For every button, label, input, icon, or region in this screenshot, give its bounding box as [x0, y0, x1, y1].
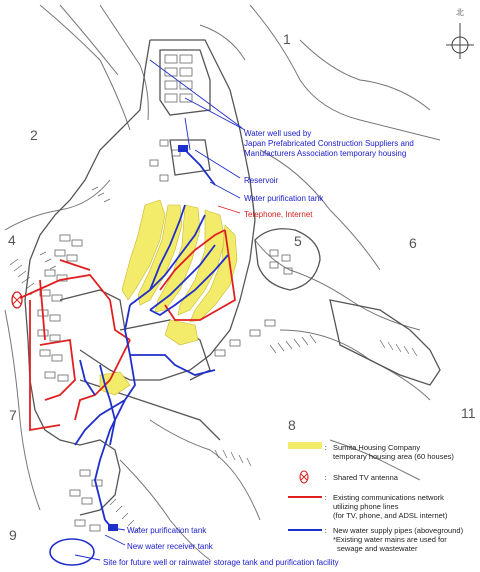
legend-water-line3: sewage and wastewater [337, 544, 418, 553]
callout-water-well-line2: Japan Prefabricated Construction Suppliers and [244, 139, 414, 148]
legend-comm-line1: Existing communications network [333, 493, 444, 502]
grid-label-8: 8 [288, 417, 296, 433]
callout-purification-top: Water purification tank [244, 194, 324, 203]
grid-label-2: 2 [30, 127, 38, 143]
antenna-marker [12, 292, 22, 308]
legend-water-line1: New water supply pipes (aboveground) [333, 526, 464, 535]
legend-comm-line3: (for TV, phone, and ADSL internet) [333, 511, 448, 520]
compass-rose-icon [446, 23, 474, 59]
telephone-leader [218, 206, 240, 213]
callout-water-well-line1: Water well used by [244, 129, 312, 138]
grid-label-11: 11 [461, 405, 476, 421]
legend-antenna-icon [300, 471, 308, 483]
legend-housing-swatch [288, 442, 322, 449]
housing-area [100, 200, 237, 395]
compass-north-label: 北 [456, 8, 464, 17]
legend-colon-3: ： [324, 493, 332, 502]
legend-antenna-text: Shared TV antenna [333, 473, 398, 482]
legend-colon-4: ： [324, 526, 332, 535]
purification-tank-marker [108, 524, 118, 531]
callout-future-site: Site for future well or rainwater storage tank and purification facility [103, 558, 339, 567]
legend [288, 442, 464, 553]
callout-telephone: Telephone, Internet [244, 210, 313, 219]
callout-reservoir: Reservoir [244, 176, 279, 185]
grid-label-4: 4 [8, 232, 16, 248]
grid-label-9: 9 [9, 527, 17, 543]
grid-label-5: 5 [294, 233, 302, 249]
legend-comm-line2: utilizing phone lines [333, 502, 399, 511]
future-site-ellipse [50, 539, 94, 565]
reservoir-marker [178, 145, 188, 152]
legend-housing-line2: temporary housing area (60 houses) [333, 452, 454, 461]
legend-housing-line1: Sumita Housing Company [333, 443, 421, 452]
legend-water-line2: *Existing water mains are used for [333, 535, 447, 544]
grid-label-6: 6 [409, 235, 417, 251]
legend-colon-1: ： [324, 443, 332, 452]
callout-purification-bottom: Water purification tank [127, 526, 207, 535]
legend-colon-2: ： [324, 473, 332, 482]
callout-receiver-tank: New water receiver tank [127, 542, 213, 551]
grid-label-7: 7 [9, 407, 17, 423]
callout-water-well-line3: Manufacturers Association temporary housing [244, 149, 407, 158]
grid-label-1: 1 [283, 31, 291, 47]
